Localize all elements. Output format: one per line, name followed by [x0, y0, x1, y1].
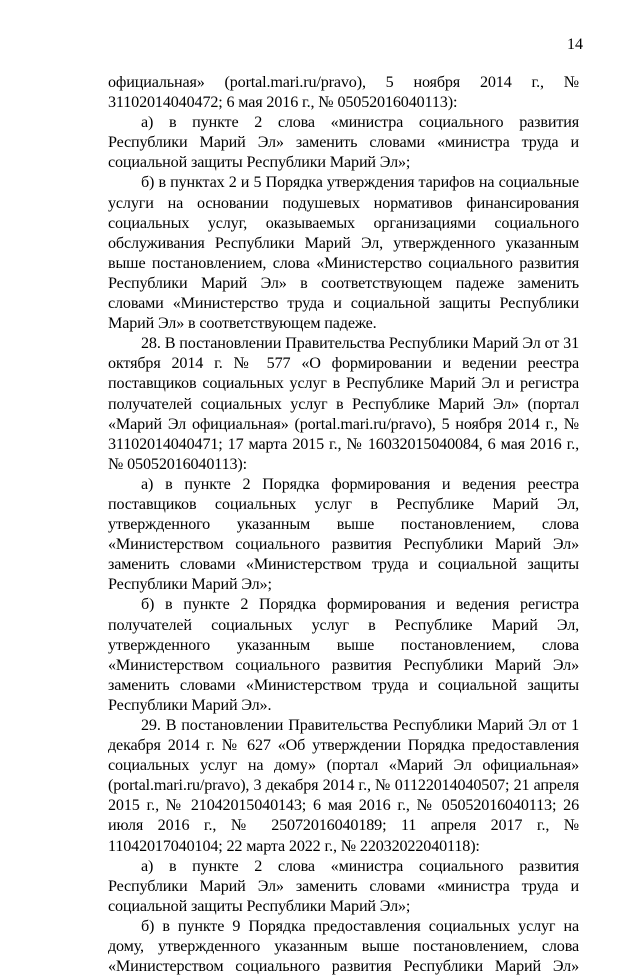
paragraph-section-28: 28. В постановлении Правительства Республики Марий Эл от 31 октября 2014 г. № 577 «О формировании и ведении реестра поставщиков социальных услуг в Республике Марий Эл и регистра получателей социальных услуг в Республике Марий Эл» (портал «Марий Эл официальная» (portal.mari.ru/pravo), 5 ноября 2014 г., № 31102014040471; 17 марта 2015 г., № 16032015040084, 6 мая 2016 г., № 05052016040113): — [108, 335, 579, 473]
paragraph-section-29: 29. В постановлении Правительства Республики Марий Эл от 1 декабря 2014 г. № 627 «Об утверждении Порядка предоставления социальных услуг на дому» (портал «Марий Эл официальная» (portal.mari.ru/pravo), 3 декабря 2014 г., № 01122014040507; 21 апреля 2015 г., № 21042015040143; 6 мая 2016 г., № 05052016040113; 26 июля 2016 г., № 25072016040189; 11 апреля 2017 г., № 11042017040104; 22 марта 2022 г., № 22032022040118): — [108, 717, 579, 855]
page-number: 14 — [567, 36, 583, 53]
paragraph-section-28-item-b: б) в пункте 2 Порядка формирования и ведения регистра получателей социальных услуг в Республике Марий Эл, утвержденного указанным выше постановлением, слова «Министерством социального развития Республики Марий Эл» заменить словами «Министерством труда и социальной защиты Республики Марий Эл». — [108, 596, 579, 714]
paragraph-item-a: а) в пункте 2 слова «министра социального развития Республики Марий Эл» заменить словами «министра труда и социальной защиты Республики Марий Эл»; — [108, 114, 579, 172]
paragraph-section-29-item-b: б) в пункте 9 Порядка предоставления социальных услуг на дому, утвержденного указанным выше постановлением, слова «Министерством социального развития Республики Марий Эл» — [108, 917, 579, 976]
paragraph-citation-continuation: официальная» (portal.mari.ru/pravo), 5 ноября 2014 г., № 31102014040472; 6 мая 2016 г., № 05052016040113): — [108, 74, 579, 112]
paragraph-section-29-item-a: а) в пункте 2 слова «министра социального развития Республики Марий Эл» заменить словами «министра труда и социальной защиты Республики Марий Эл»; — [108, 857, 579, 915]
paragraph-section-28-item-a: а) в пункте 2 Порядка формирования и ведения реестра поставщиков социальных услуг в Республике Марий Эл, утвержденного указанным выше постановлением, слова «Министерством социального развития Республики Марий Эл» заменить словами «Министерством труда и социальной защиты Республики Марий Эл»; — [108, 475, 579, 594]
document-body — [108, 73, 579, 977]
paragraph-item-b: б) в пунктах 2 и 5 Порядка утверждения тарифов на социальные услуги на основании подушевых нормативов финансирования социальных услуг, оказываемых организациями социального обслуживания Республики Марий Эл, утвержденного указанным выше постановлением, слова «Министерство социального развития Республики Марий Эл» в соответствующем падеже заменить словами «Министерство труда и социальной защиты Республики Марий Эл» в соответствующем падеже. — [108, 174, 579, 333]
